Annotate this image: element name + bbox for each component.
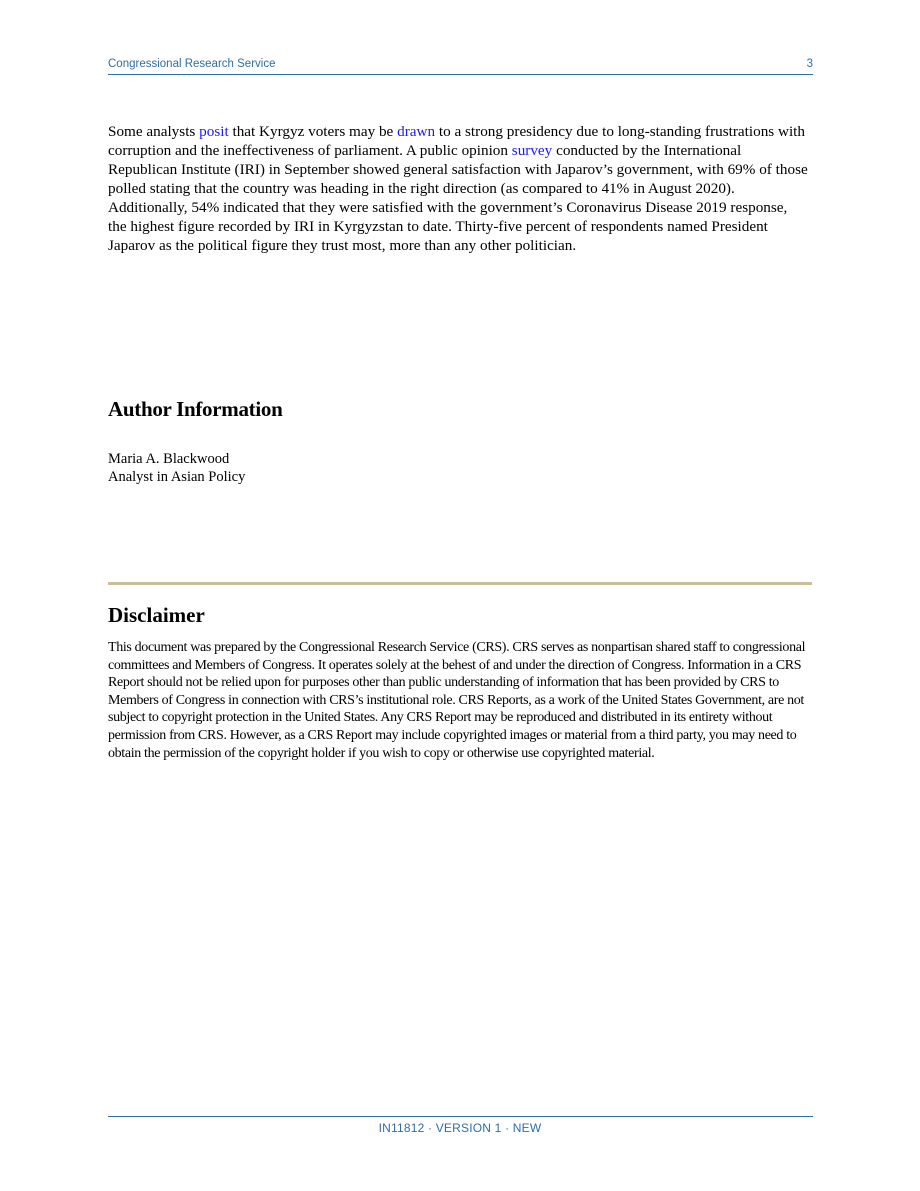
body-paragraph	[108, 122, 808, 255]
section-divider	[108, 582, 812, 585]
author-block	[108, 450, 245, 486]
author-name: Maria A. Blackwood	[108, 451, 230, 467]
footer-version-label: IN11812 · VERSION 1 · NEW	[378, 1121, 542, 1135]
link-drawn[interactable]: drawn	[397, 123, 436, 140]
footer-divider	[108, 1116, 813, 1117]
body-text: that Kyrgyz voters may be	[228, 123, 398, 140]
link-posit[interactable]: posit	[199, 123, 229, 140]
body-text: Some analysts	[108, 123, 200, 140]
header-page-number: 3	[806, 58, 813, 70]
author-title: Analyst in Asian Policy	[108, 469, 246, 485]
header-org-name: Congressional Research Service	[108, 58, 276, 70]
page-header	[108, 56, 813, 75]
author-information-heading: Author Information	[108, 397, 283, 421]
disclaimer-text: This document was prepared by the Congressional Research Service (CRS). CRS serves as nonpartisan shared staff to congressional committees and Members of Congress. It operates solely at the behest of and under the direction of Congress. Information in a CRS Report should not be relied upon for purposes other than public understanding of information that has been provided by CRS to Members of Congress in connection with CRS’s institutional role. CRS Reports, as a work of the United States Government, are not subject to copyright protection in the United States. Any CRS Report may be reproduced and distributed in its entirety without permission from CRS. However, as a CRS Report may include copyrighted images or material from a third party, you may need to obtain the permission of the copyright holder if you wish to copy or otherwise use copyrighted material.	[108, 640, 806, 761]
body-text: to a strong presidency due to long-standing frustrations with corruption and the ineffectiveness of parliament. A public opinion	[108, 123, 805, 159]
disclaimer-heading: Disclaimer	[108, 603, 205, 627]
body-text: conducted by the International Republican Institute (IRI) in September showed general satisfaction with Japarov’s government, with 69% of those polled stating that the country was heading in the right direction (as compared to 41% in August 2020). Additionally, 54% indicated that they were satisfied with the government’s Coronavirus Disease 2019 response, the highest figure recorded by IRI in Kyrgyzstan to date. Thirty-five percent of respondents named President Japarov as the political figure they trust most, more than any other politician.	[108, 142, 808, 254]
link-survey[interactable]: survey	[511, 142, 553, 159]
